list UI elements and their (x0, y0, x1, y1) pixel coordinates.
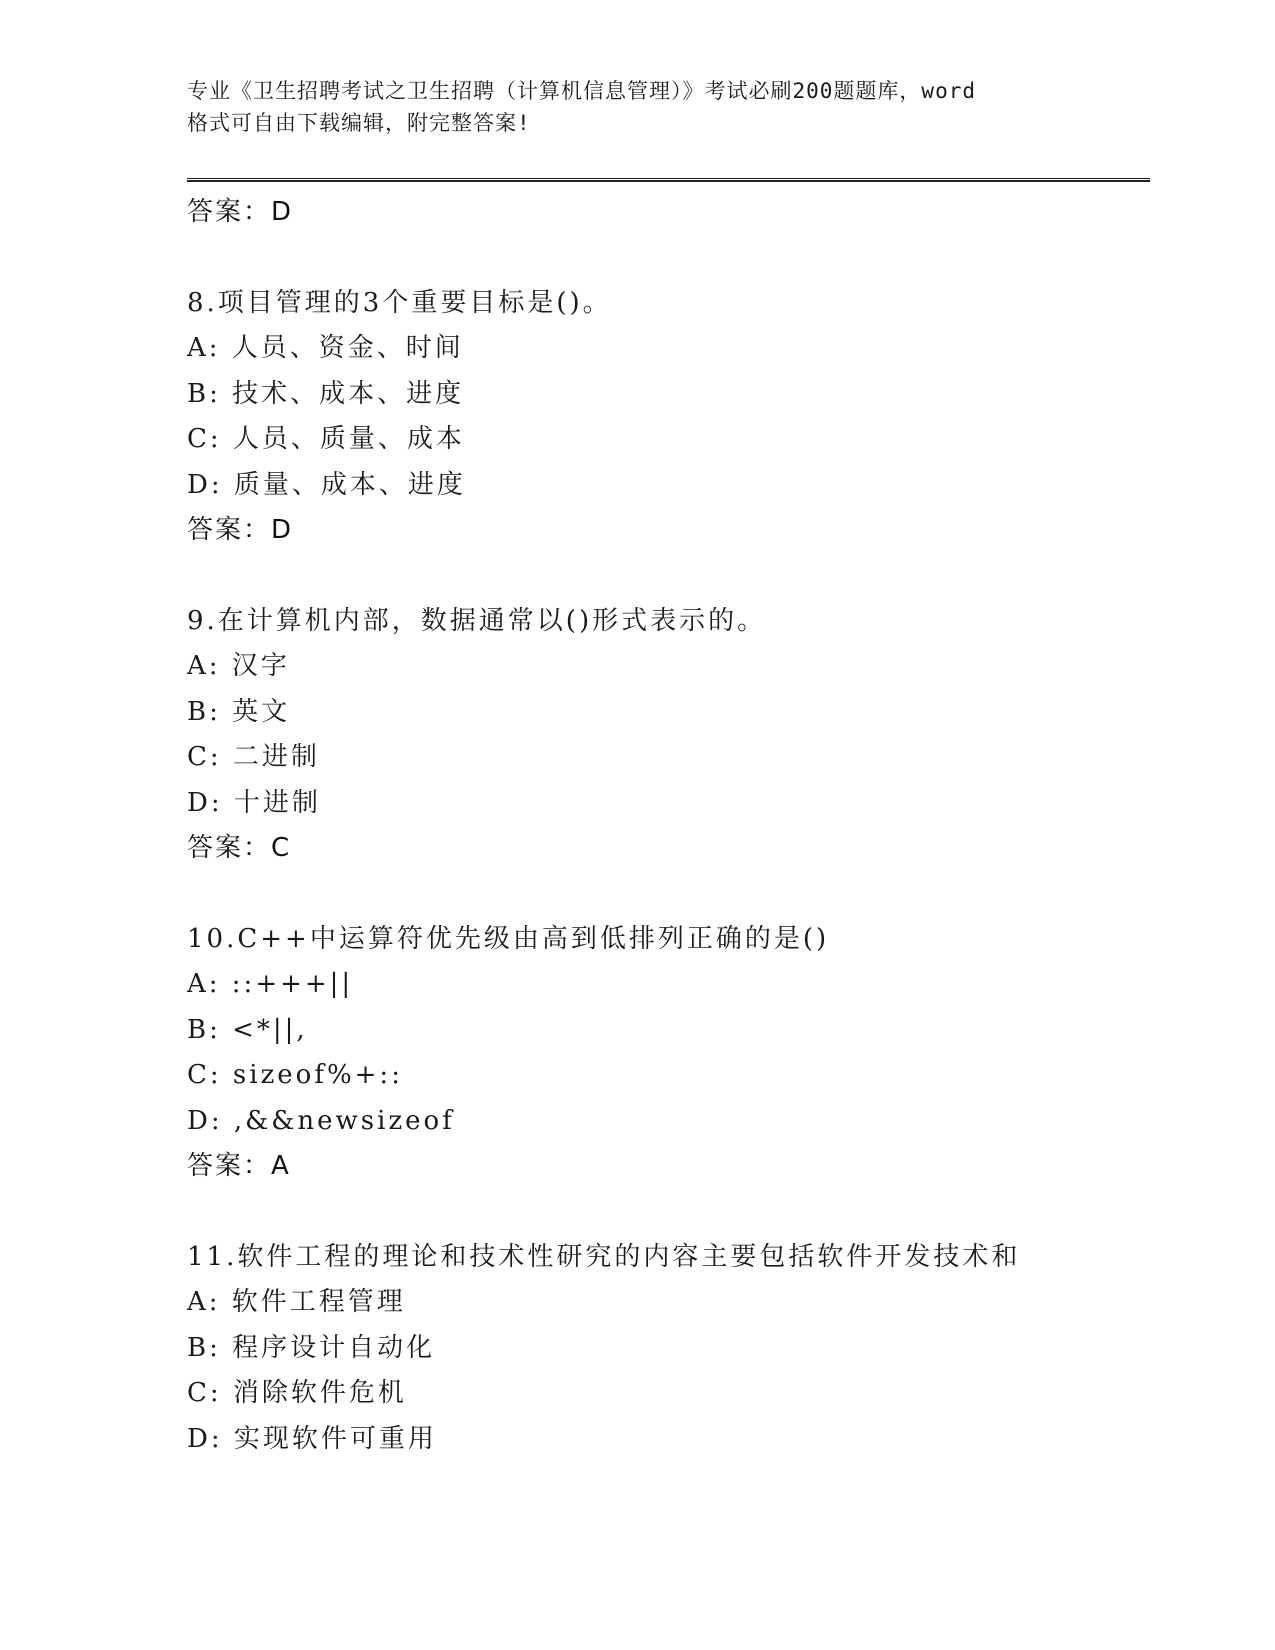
answer-label: 答案：A (187, 1151, 291, 1181)
option-c: C: 人员、质量、成本 (187, 424, 465, 454)
spacer (187, 872, 1137, 917)
question-stem: 8.项目管理的3个重要目标是()。 (187, 287, 612, 318)
header-line-1: 专业《卫生招聘考试之卫生招聘（计算机信息管理）》考试必刷200题题库，word (187, 79, 976, 103)
option-c: C: sizeof%+:: (187, 1060, 403, 1090)
header-line-2: 格式可自由下载编辑，附完整答案! (187, 111, 531, 135)
question-block (187, 599, 1137, 872)
option-d: D: 实现软件可重用 (187, 1423, 437, 1454)
question-stem: 9.在计算机内部，数据通常以()形式表示的。 (187, 605, 767, 636)
question-block (187, 1235, 1137, 1463)
option-c: C: 消除软件危机 (187, 1378, 407, 1408)
option-b: B: 技术、成本、进度 (187, 378, 465, 409)
spacer (187, 1190, 1137, 1235)
spacer (187, 554, 1137, 599)
option-b: B: 程序设计自动化 (187, 1332, 436, 1363)
answer-label: 答案：D (187, 515, 294, 545)
option-a: A: ::+++|| (187, 969, 354, 999)
option-a: A: 软件工程管理 (187, 1287, 406, 1317)
header-divider (187, 178, 1150, 182)
spacer (187, 236, 1137, 281)
option-c: C: 二进制 (187, 742, 320, 772)
option-a: A: 人员、资金、时间 (187, 333, 464, 363)
answer-label: 答案：C (187, 833, 292, 863)
question-content (187, 190, 1137, 1462)
previous-answer: 答案：D (187, 197, 294, 227)
option-b: B: <*||, (187, 1014, 308, 1045)
option-d: D: 十进制 (187, 787, 321, 818)
question-stem: 11.软件工程的理论和技术性研究的内容主要包括软件开发技术和 (187, 1241, 1021, 1272)
option-b: B: 英文 (187, 696, 291, 727)
question-block (187, 917, 1137, 1190)
question-block (187, 281, 1137, 554)
option-d: D: 质量、成本、进度 (187, 469, 466, 500)
question-stem: 10.C++中运算符优先级由高到低排列正确的是() (187, 923, 830, 954)
option-a: A: 汉字 (187, 651, 290, 681)
option-d: D: ,&&newsizeof (187, 1105, 455, 1136)
document-header (187, 75, 1087, 139)
